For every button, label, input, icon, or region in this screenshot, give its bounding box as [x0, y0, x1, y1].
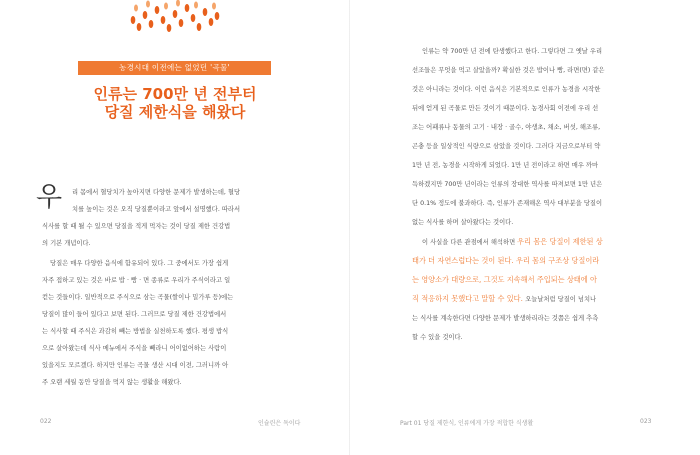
grain-cluster-icon	[128, 0, 222, 34]
body-line	[422, 237, 603, 247]
body-line: 의 기본 개념이다.	[42, 240, 91, 247]
right-page	[350, 0, 700, 455]
body-line: 주 오랜 세월 동안 당질을 먹지 않는 생활을 해왔다.	[42, 379, 182, 386]
body-line: 있을지도 모르겠다. 하지만 인류는 곡물 생산 시대 이전, 그러니까 아	[42, 362, 229, 369]
chapter-headline	[40, 85, 310, 121]
body-line: 당질이 많이 들어 있다고 보면 된다. 그러므로 당질 제한 건강법에서	[42, 311, 227, 318]
body-line: 없는 식사를 하며 살아왔다는 것이다.	[412, 219, 514, 226]
drop-cap: 우	[36, 182, 63, 213]
body-line: 인류는 약 700만 년 전에 탄생했다고 한다. 그렇다면 그 옛날 우리	[422, 48, 603, 55]
body-text: 이 사실을 다른 관점에서 해석하면	[422, 239, 518, 246]
highlighted-text: 는 영양소가 대량으로, 그것도 지속해서 주입되는 상태에 아	[412, 275, 597, 284]
headline-line-1: 인류는 700만 년 전부터	[93, 85, 257, 103]
body-line: 것은 아니라는 것이다. 이런 음식은 기본적으로 인류가 농경을 시작한	[412, 86, 601, 93]
body-text: 오늘날처럼 당질이 넘치나	[525, 296, 597, 303]
body-line: 식사를 할 때 될 수 있으면 당질을 적게 먹자는 것이 당질 제한 건강법	[42, 223, 231, 230]
body-line: 할 수 있을 것이다.	[412, 334, 463, 341]
body-line: 치를 높이는 것은 오직 당질뿐이라고 앞에서 설명했다. 따라서	[72, 206, 241, 213]
highlighted-text: 태가 더 자연스럽다는 것이 된다. 우리 몸의 구조상 당질이라	[412, 256, 600, 265]
body-line: 선조들은 무엇을 먹고 살았을까? 확실한 것은 밥이나 빵, 라면(면) 같은	[412, 67, 605, 74]
body-line	[412, 294, 596, 304]
body-line: 당질은 매우 다양한 음식에 함유되어 있다. 그 중에서도 가장 쉽게	[50, 260, 229, 267]
highlighted-text: 우리 몸은 당질이 제한된 상	[517, 237, 603, 246]
body-line: 는 식사를 계속한다면 다양한 문제가 발생하리라는 것쯤은 쉽게 추측	[412, 315, 599, 322]
body-line: 곤충 등을 일상적인 식량으로 삼았을 것이다. 그러다 지금으로부터 약	[412, 143, 601, 150]
body-line: 는 식사할 때 주식은 과감히 빼는 방법을 실천하도록 했다. 평생 밥식	[42, 328, 229, 335]
page-number: 022	[40, 418, 52, 425]
body-line: 단 0.1% 정도에 불과하다. 즉, 인류가 존재해온 역사 대부분을 당질이	[412, 200, 603, 207]
highlighted-text: 직 적응하지 못했다고 말할 수 있다.	[412, 294, 526, 303]
body-line: 1만 년 전, 농경을 시작하게 되었다. 1만 년 전이라고 하면 매우 까마	[412, 162, 599, 169]
body-line: 컫는 것들이다. 일반적으로 주식으로 삼는 곡물(쌀이나 밀가루 등)에는	[42, 294, 234, 301]
running-title: 인슐린은 독이다	[258, 420, 301, 427]
section-label: 농경시대 이전에는 없었던 '곡물'	[78, 61, 271, 75]
body-line: 득하겠지만 700만 년이라는 인류의 장대한 역사를 따져보면 1만 년은	[412, 181, 603, 188]
body-line: 리 몸에서 혈당치가 높아지면 다양한 문제가 발생하는데, 혈당	[72, 189, 241, 196]
body-line: 뒤에 얻게 된 곡물로 만든 것이기 때문이다. 농경사회 이전에 우리 선	[412, 105, 599, 112]
headline-line-2: 당질 제한식을 해왔다	[104, 103, 246, 121]
body-line: 조는 어패류나 동물의 고기 · 내장 · 골수, 야생초, 채소, 버섯, 해조류,	[412, 124, 601, 131]
body-line: 자주 접하고 있는 것은 바로 밥 · 빵 · 면 종류로 우리가 주식이라고 일	[42, 277, 231, 284]
page-number: 023	[640, 418, 652, 425]
running-title: Part 01 당질 제한식, 인류에게 가장 적합한 식생활	[400, 420, 534, 427]
body-line: 으로 살아왔는데 식사 메뉴에서 주식을 빼라니 어이없어하는 사람이	[42, 345, 227, 352]
